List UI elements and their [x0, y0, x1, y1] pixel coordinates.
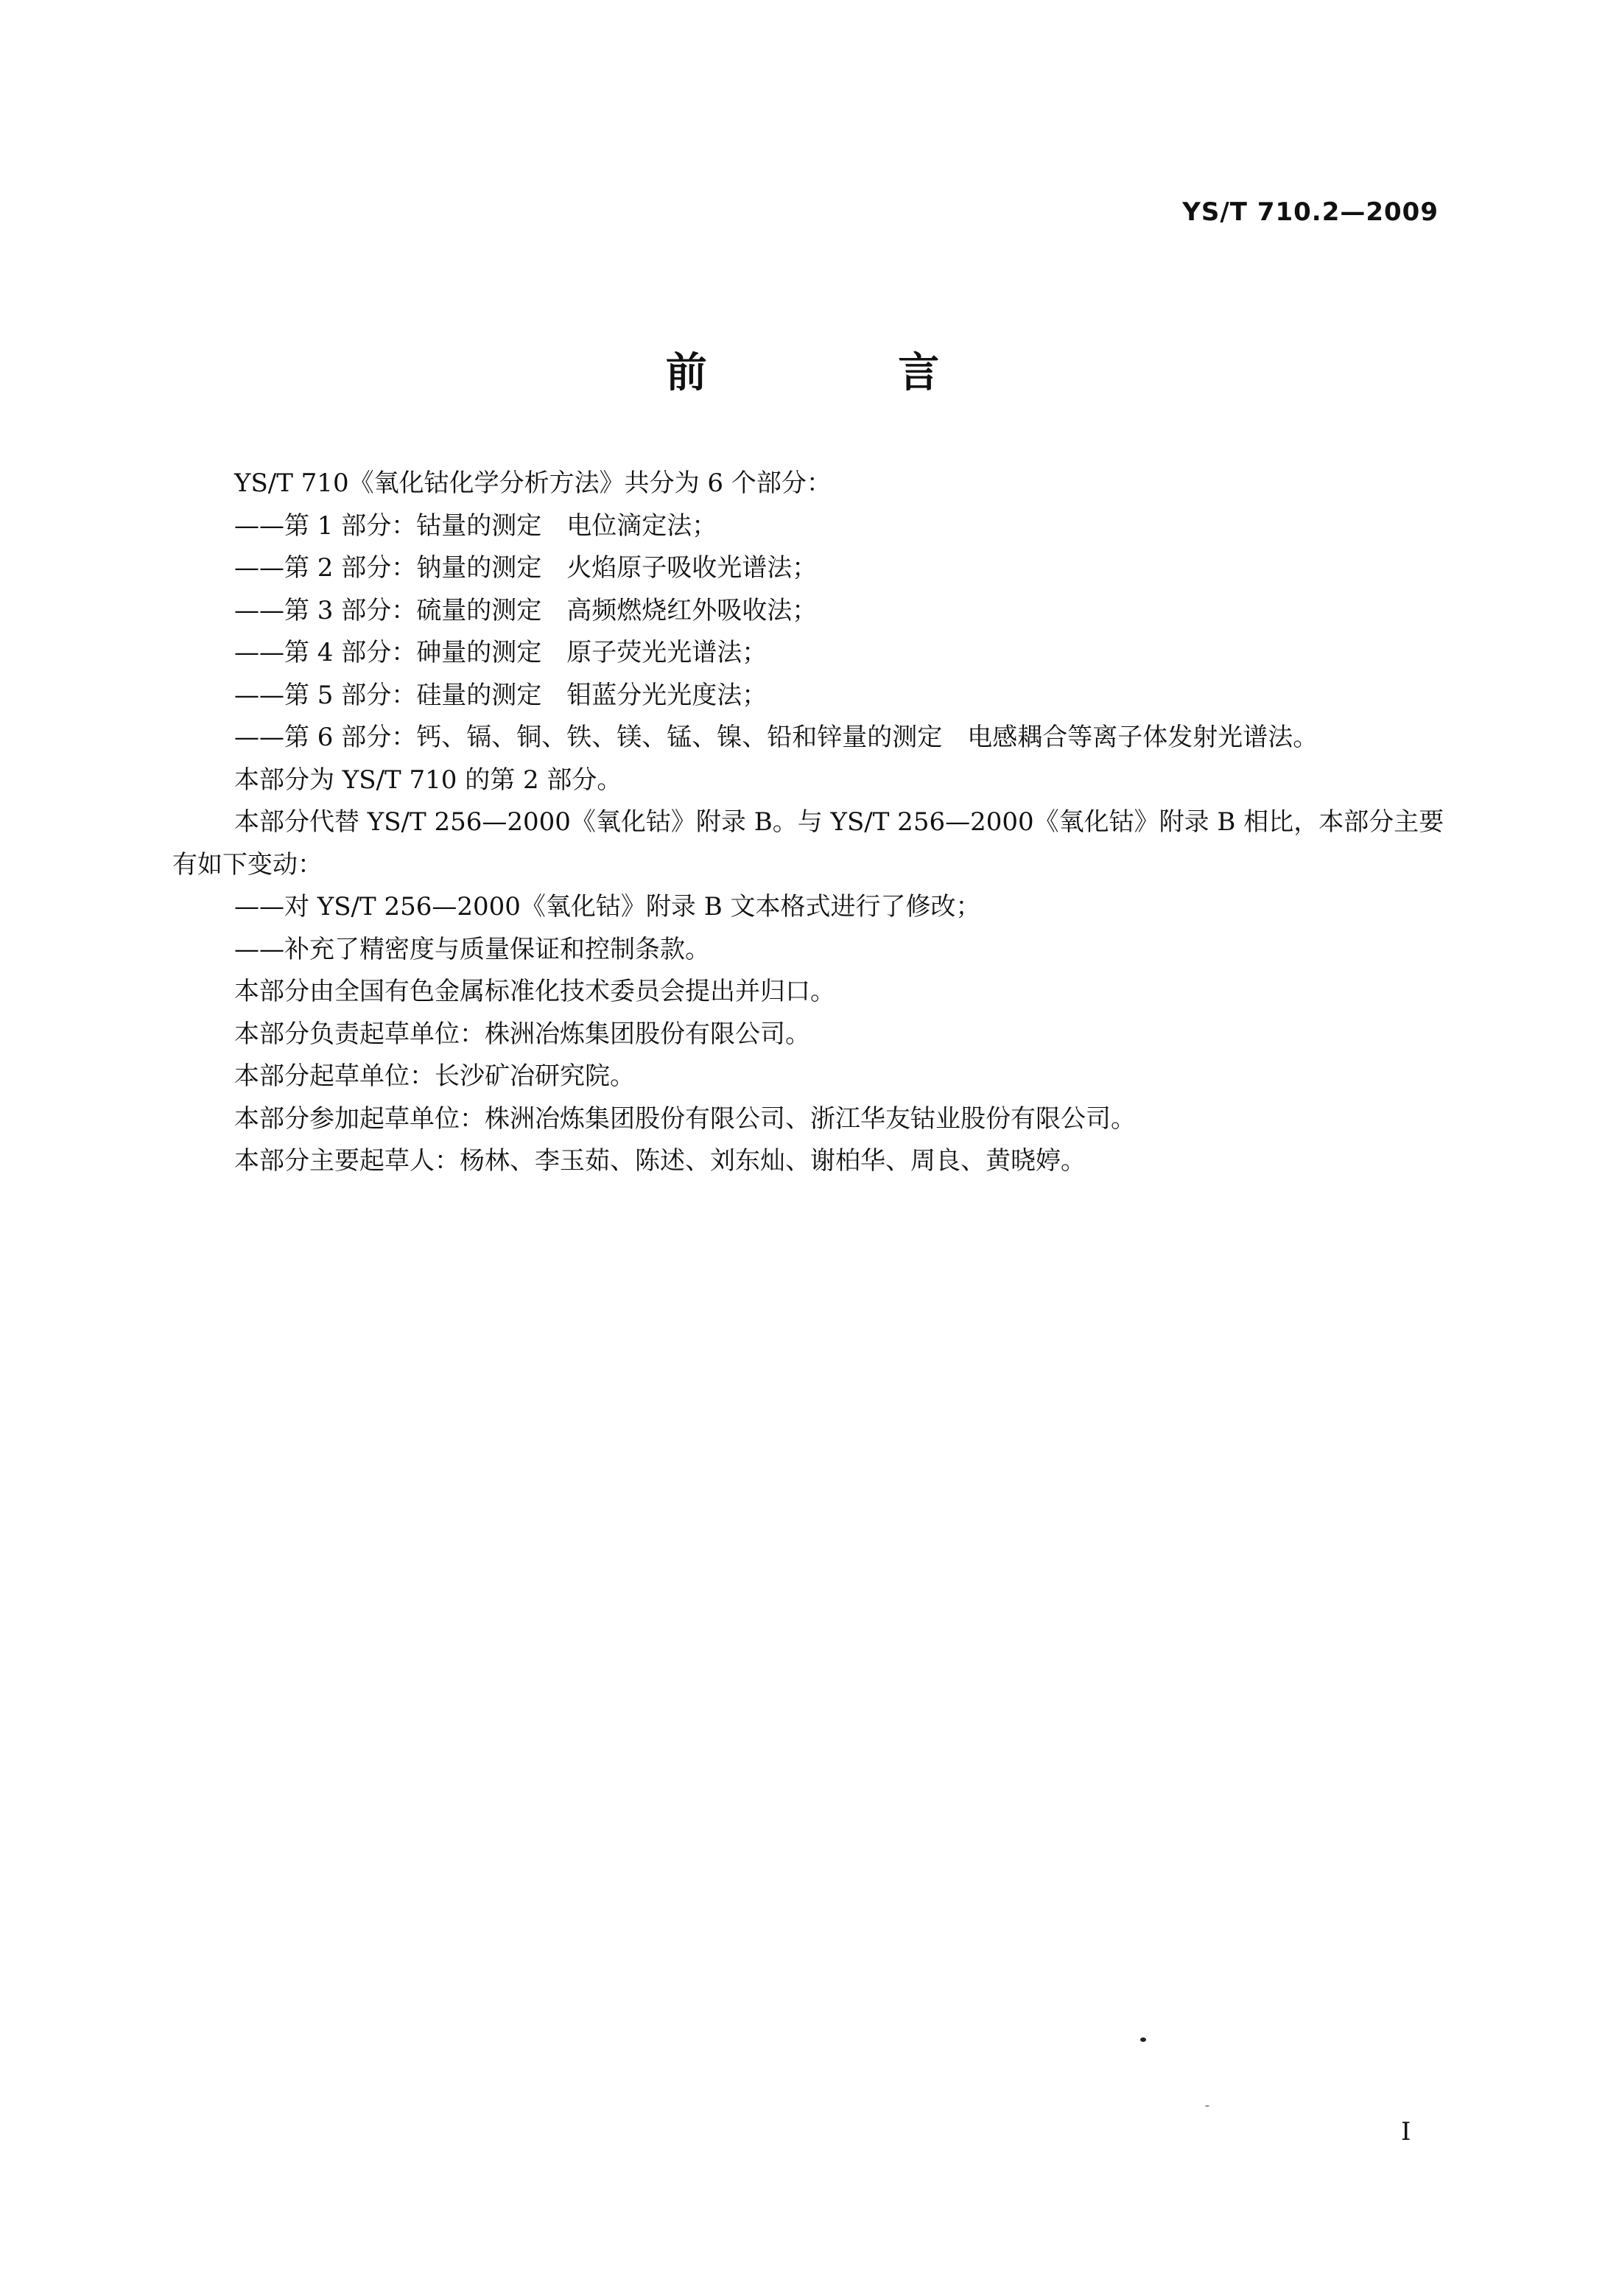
list-item-part-2: ——第 2 部分：钠量的测定 火焰原子吸收光谱法；	[234, 553, 818, 583]
foreword-body	[172, 463, 1454, 1183]
page-title: 前 言	[665, 349, 1028, 397]
paragraph-replaces: 本部分代替 YS/T 256—2000《氧化钴》附录 B。与 YS/T 256—2000《氧化钴》附录 B 相比，本部分主要有如下变动：	[172, 807, 1444, 880]
list-item-part-5: ——第 5 部分：硅量的测定 钼蓝分光光度法；	[234, 680, 768, 710]
paragraph-this-part: 本部分为 YS/T 710 的第 2 部分。	[234, 765, 622, 795]
paragraph-parts-intro: YS/T 710《氧化钴化学分析方法》共分为 6 个部分：	[234, 468, 832, 498]
list-item-change-2: ——补充了精密度与质量保证和控制条款。	[234, 934, 710, 964]
list-item-part-4: ——第 4 部分：砷量的测定 原子荧光光谱法；	[234, 638, 768, 667]
standard-code: YS/T 710.2—2009	[1182, 197, 1439, 227]
list-item-part-1: ——第 1 部分：钴量的测定 电位滴定法；	[234, 510, 717, 541]
scan-speck	[1140, 2037, 1146, 2042]
scan-speck	[1205, 2105, 1209, 2107]
paragraph-proposed-by: 本部分由全国有色金属标准化技术委员会提出并归口。	[234, 977, 835, 1006]
list-item-part-3: ——第 3 部分：硫量的测定 高频燃烧红外吸收法；	[234, 595, 818, 625]
paragraph-responsible-drafter: 本部分负责起草单位：株洲冶炼集团股份有限公司。	[234, 1019, 810, 1049]
paragraph-drafting-unit: 本部分起草单位：长沙矿冶研究院。	[234, 1061, 635, 1091]
page-number: I	[1401, 2117, 1411, 2146]
list-item-part-6: ——第 6 部分：钙、镉、铜、铁、镁、锰、镍、铅和锌量的测定 电感耦合等离子体发射光谱法。	[234, 723, 1318, 752]
paragraph-main-drafters: 本部分主要起草人：杨林、李玉茹、陈述、刘东灿、谢柏华、周良、黄晓婷。	[234, 1146, 1086, 1176]
paragraph-participating-units: 本部分参加起草单位：株洲冶炼集团股份有限公司、浙江华友钴业股份有限公司。	[234, 1103, 1136, 1134]
list-item-change-1: ——对 YS/T 256—2000《氧化钴》附录 B 文本格式进行了修改；	[234, 892, 981, 921]
